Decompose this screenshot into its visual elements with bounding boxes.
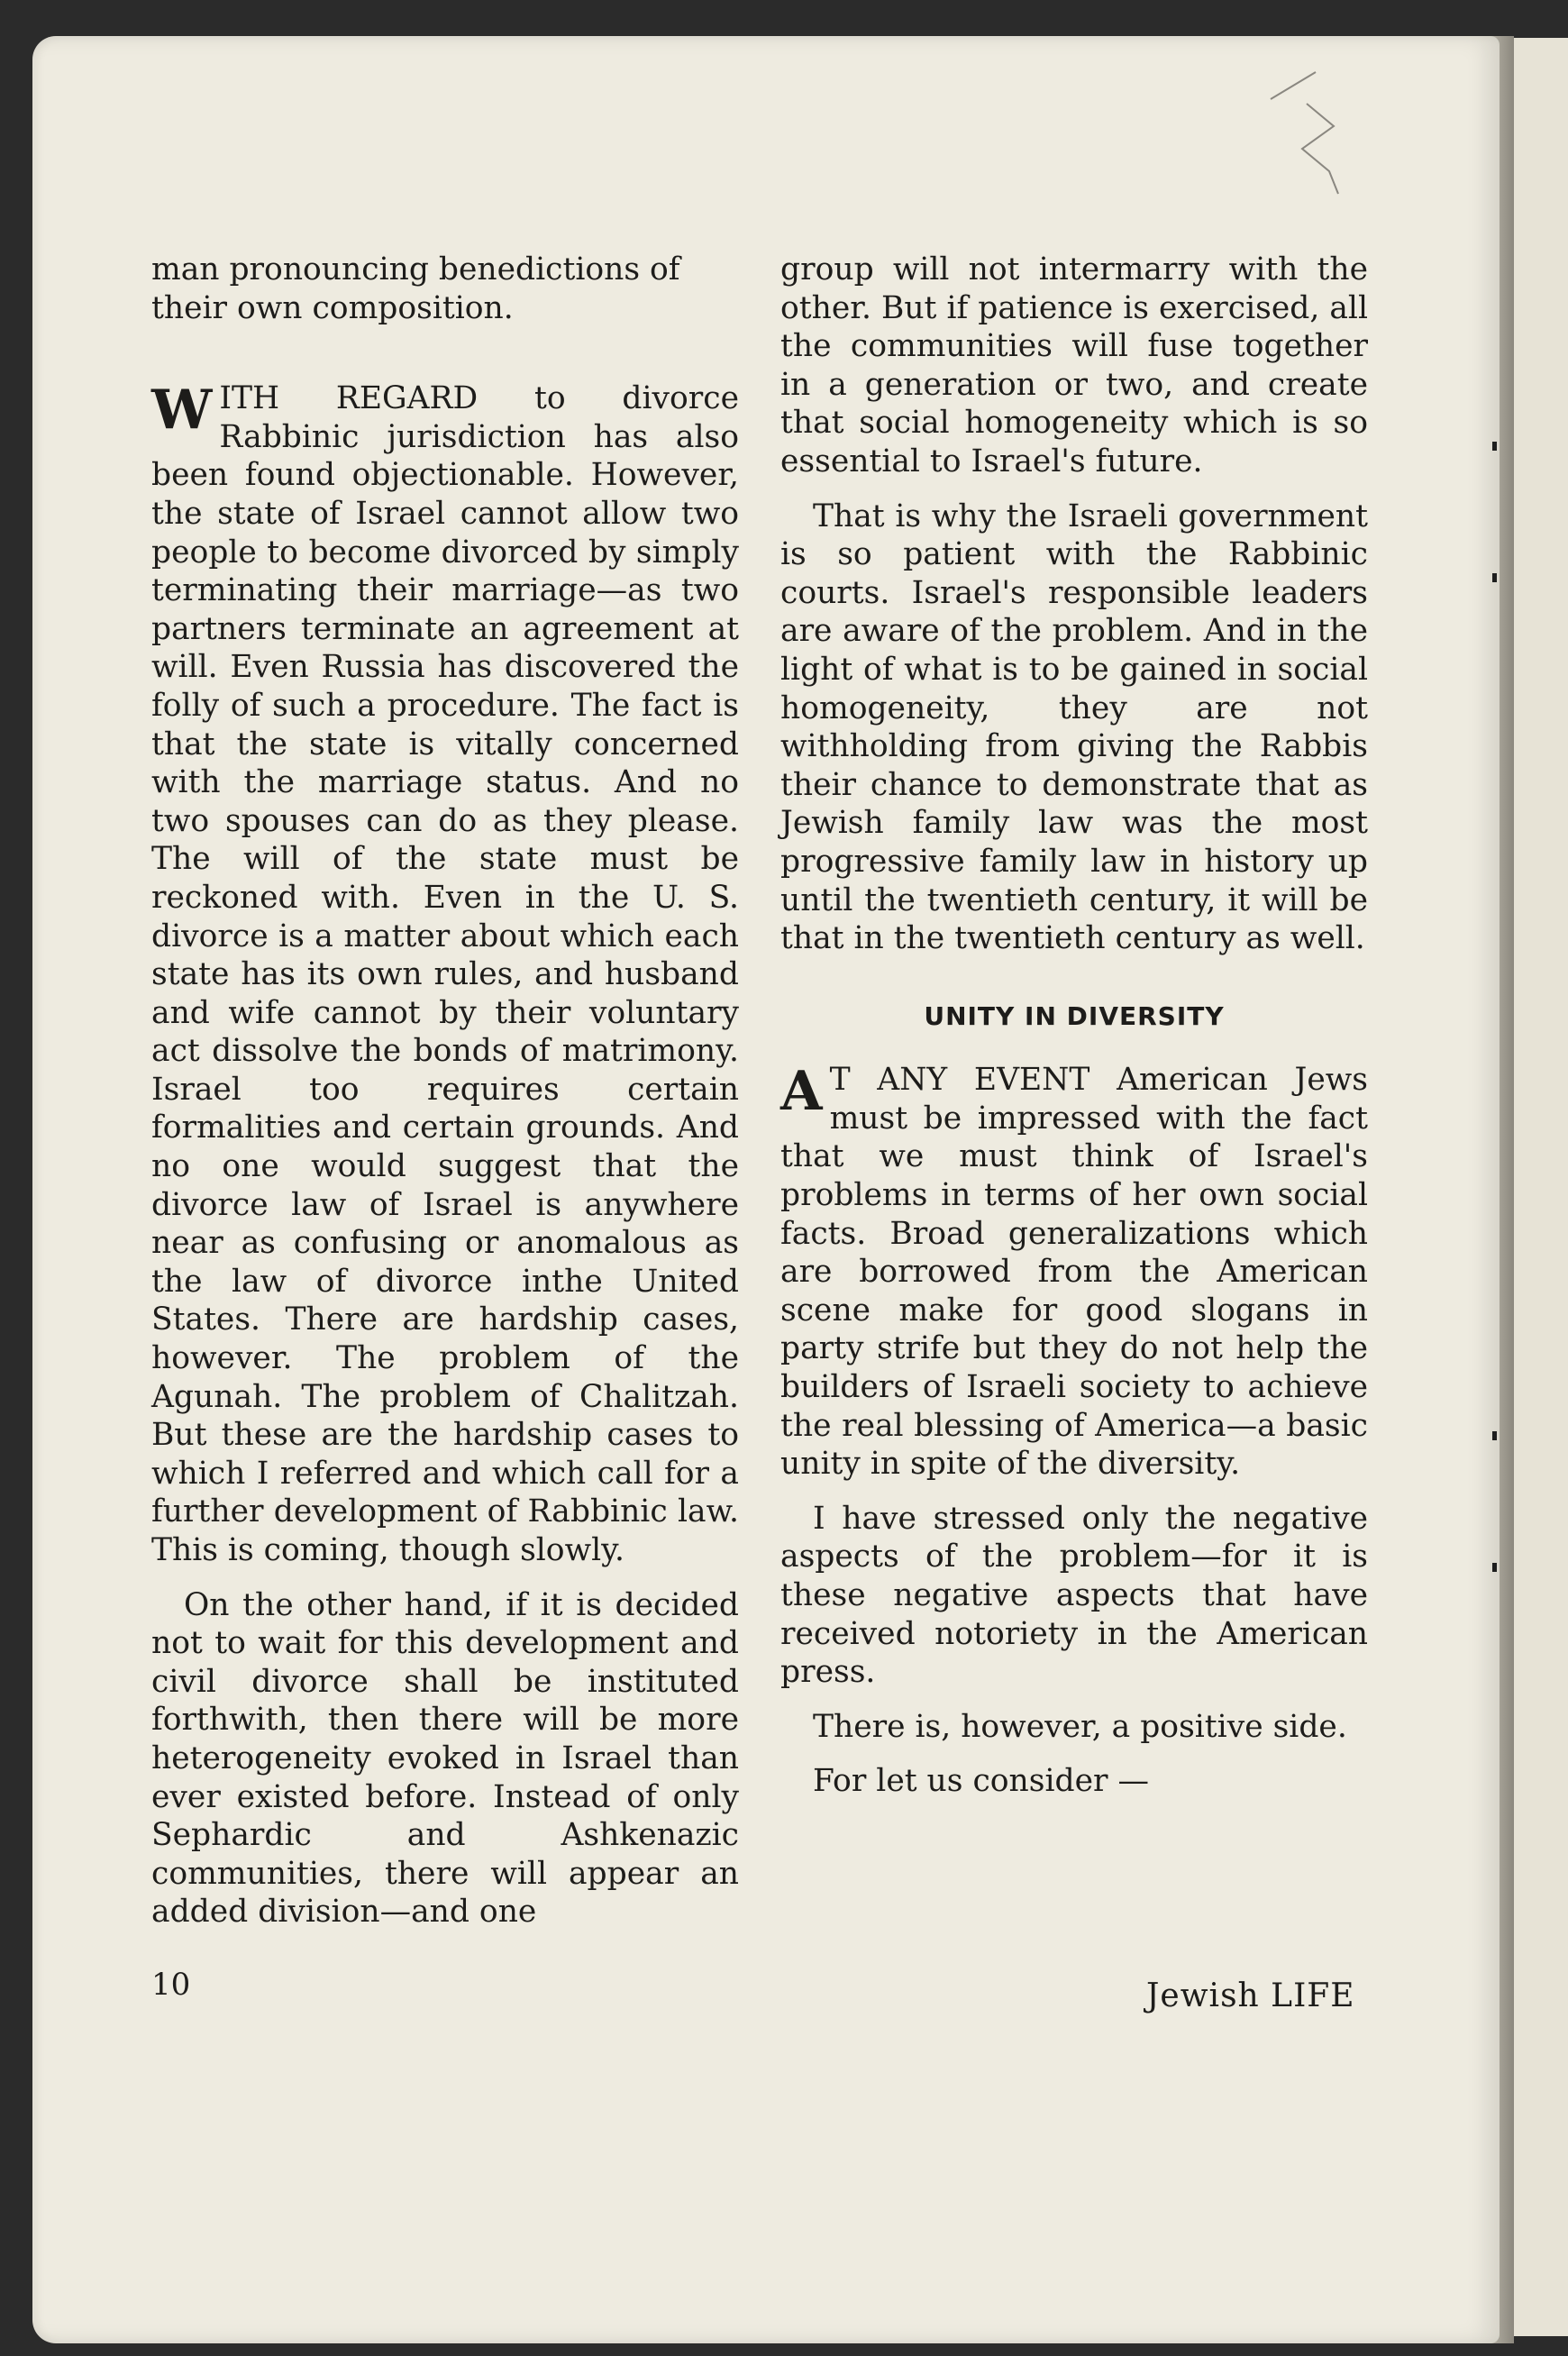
drop-cap: W — [151, 379, 213, 443]
binding-staple-mark — [1492, 1563, 1497, 1572]
paragraph: There is, however, a positive side. — [813, 1708, 1347, 1745]
paragraph-body: T ANY EVENT American Jews must be impressed with the fact that we must think of Israel's problems in terms of her own social facts. Broad generalizations which are borrowed from the American scene make for good slogans in party strife but they do not help the builders of Israeli society to achieve the real blessing of America—a basic unity in spite of the diversity. — [780, 1062, 1368, 1483]
paragraph: group will not intermarry with the other. But if patience is exercised, all the communities will fuse together in a generation or two, and create that social homogeneity which is so essential to Israel's future. — [780, 251, 1368, 479]
binding-staple-mark — [1492, 442, 1497, 451]
binding-staple-mark — [1492, 573, 1497, 582]
drop-cap: A — [780, 1060, 823, 1124]
section-heading: UNITY IN DIVERSITY — [924, 1000, 1225, 1031]
paragraph: That is why the Israeli government is so patient with the Rabbinic courts. Israel's responsible leaders are aware of the problem. And in the light of what is to be gained in social homogeneity, they are not withholding from giving the Rabbis their chance to demonstrate that as Jewish family law was the most progressive family law in history up until the twentieth century, it will be that in the twentieth century as well. — [780, 498, 1368, 957]
paragraph: On the other hand, if it is decided not to wait for this development and civil divorce shall be instituted forthwith, then there will be more heterogeneity evoked in Israel than ever existed before. Instead of only Sephardic and Ashkenazic communities, there will appear an added division—and one — [151, 1586, 739, 1931]
adjacent-page-edge — [1512, 38, 1568, 2336]
page-number: 10 — [151, 1967, 191, 2003]
paragraph: I have stressed only the negative aspects of the problem—for it is these negative aspects that have received notoriety in the American press. — [780, 1500, 1368, 1691]
binding-staple-mark — [1492, 1431, 1497, 1440]
paragraph: For let us consider — — [813, 1763, 1149, 1800]
left-text-column — [151, 251, 739, 1948]
paragraph-body: ITH REGARD to divorce Rabbinic jurisdiction has also been found objectionable. However, the state of Israel cannot allow two people to become divorced by simply terminating their marriage—as two partners terminate an agreement at will. Even Russia has discovered the folly of such a procedure. The fact is that the state is vitally concerned with the marriage status. And no two spouses can do as they please. The will of the state must be reckoned with. Even in the U. S. divorce is a matter about which each state has its own rules, and husband and wife cannot by their voluntary act dissolve the bonds of matrimony. Israel too requires certain formalities and certain grounds. And no one would suggest that the divorce law of Israel is anywhere near as confusing or anomalous as the law of divorce inthe United States. There are hardship cases, however. The problem of the Agunah. The problem of Chalitzah. But these are the hardship cases to which I referred and which call for a further development of Rabbinic law. This is coming, though slowly. — [151, 380, 739, 1568]
paragraph: man pronouncing benedictions of their own composition. — [151, 251, 680, 326]
paragraph-with-dropcap — [780, 1061, 1368, 1484]
right-text-column — [780, 251, 1368, 1817]
paragraph-with-dropcap — [151, 379, 739, 1569]
publication-title-footer: Jewish LIFE — [1146, 1977, 1355, 2014]
pencil-annotation-mark — [1253, 63, 1361, 198]
